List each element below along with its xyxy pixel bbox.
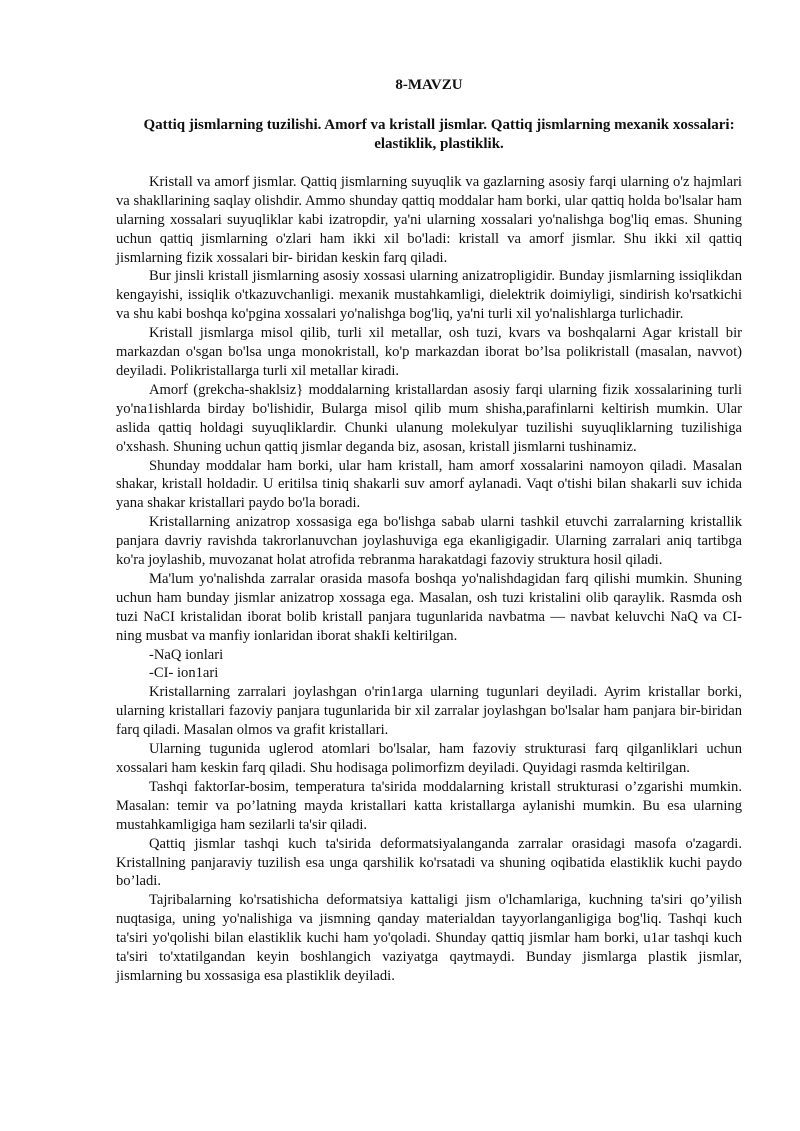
- paragraph: Kristall jismlarga misol qilib, turli xil metallar, osh tuzi, kvars va boshqalarni Agar kristall bir markazdan o'sgan bo'lsa unga monokristall, ko'p markazdan iborat bo’lsa polikristall (masalan, navvot) deyiladi. Polikristallarga turli xil metallar kiradi.: [116, 325, 742, 379]
- paragraph: Tashqi faktorIar-bosim, temperatura ta'sirida moddalarning kristall strukturasi o’zgarishi mumkin. Masalan: temir va po’latning mayda kristallari katta kristallarga aylanishi mumkin. Bu esa ularning mustahkamligiga ham sezilarli ta'sir qiladi.: [116, 778, 742, 833]
- paragraph: Shunday moddalar ham borki, ular ham kristall, ham amorf xossalarini namoyon qiladi. Masalan shakar, kristall holdadir. U eritilsa tiniq shakarli suv amorf aylanadi. Vaqt o'tishi bilan shakarli suv ichida yana shakar kristallari paydo bo'la boradi.: [116, 457, 742, 512]
- paragraph: Amorf (grekcha-shaklsiz} moddalarning kristallardan asosiy farqi ularning fizik xossalarining turli yo'na1ishlarda birday bo'lishidir, Bularga misol qilib mum shisha,parafinlarni keltirish mumkin. Ular aslida qattiq holdagi suyuqliklardir. Chunki ulanung molekulyar tuzilishi suyuqliklarning tuzilishiga o'xshash. Shuning uchun qattiq jismlar deganda biz, asosan, kristall jismlarni tushinamiz.: [116, 381, 742, 455]
- paragraph: Ularning tugunida uglerod atomlari bo'lsalar, ham fazoviy strukturasi farq qilganliklari uchun xossalari ham keskin farq qiladi. Shu hodisaga polimorfizm deyiladi. Quyidagi rasmda keltirilgan.: [116, 741, 742, 776]
- paragraph: Kristallarning anizatrop xossasiga ega bo'lishga sabab ularni tashkil etuvchi zarralarning kristallik panjara davriy ravishda takrorlanuvchan joylashuviga ega ekanligigadir. Ularning zarralari aniq tartibga ko'ra joylashib, muvozanat holat atrofida тebranma harakatdagi fazoviy struktura hosil qiladi.: [116, 514, 742, 569]
- paragraph: Tajribalarning ko'rsatishicha deformatsiya kattaligi jism o'lchamlariga, kuchning ta'siri qo’yilish nuqtasiga, uning yo'nalishiga va jismning qanday materialdan tayyorlanganligiga bog'liq. Tashqi kuch ta'siri yo'qolishi bilan elastiklik kuchi ham yo'qoladi. Shunday qattiq jismlar ham borki, u1ar tashqi kuch ta'siri to'xtatilgandan keyin boshlangich vaziyatga qaytmaydi. Bunday jismlarga plastik jismlar, jismlarning bu xossasiga esa plastiklik deyiladi.: [116, 892, 742, 984]
- page-heading: 8-MAVZU: [395, 77, 463, 93]
- document-subtitle: Qattiq jismlarning tuzilishi. Amorf va kristall jismlar. Qattiq jismlarning mexanik xossalari: elastiklik, plastiklik.: [143, 116, 735, 152]
- list-item: -CI- ion1ari: [149, 665, 219, 682]
- document-page: [116, 76, 742, 986]
- paragraph: Kristallarning zarralari joylashgan o'rin1arga ularning tugunlari deyiladi. Ayrim kristallar borki, ularning kristallari fazoviy panjara tugunlarida bir xil zarralar joylashgan bo'lsalar ham panjara bir-biridan farq qiladi. Masalan olmos va grafit kristallari.: [116, 684, 742, 739]
- list-item: -NaQ ionlari: [149, 646, 224, 663]
- paragraph: Ma'lum yo'nalishda zarralar orasida masofa boshqa yo'nalishdagidan farq qilishi mumkin. Shuning uchun ham bunday jismlar anizatrop xossaga ega. Masalan, osh tuzi kristalini olib qaraylik. Rasmda osh tuzi NaCI kristalidan iborat bolib kristall panjara tugunlarida navbatma — navbat keluvchi NaQ va CI- ning musbat va manfiy ionlaridan iborat shakIi keltirilgan.: [116, 570, 742, 644]
- paragraph: Kristall va amorf jismlar. Qattiq jismlarning suyuqlik va gazlarning asosiy farqi ularning o'z hajmlari va shakllarining saqlay olishdir. Ammo shunday qattiq moddalar ham borki, ular qattiq holda bo'lsalar ham ularning xossalari suyuqliklar kabi izatropdir, ya'ni ularning xossalari yo'nalishga bog'liq emas. Shuning uchun qattiq jismlarning o'zlari ham ikki xil bo'ladi: kristall va amorf jismlar. Shu ikki xil qattiq jismlarning fizik xossalari bir- biridan keskin farq qiladi.: [116, 173, 742, 266]
- paragraph: Qattiq jismlar tashqi kuch ta'sirida deformatsiyalanganda zarralar orasidagi masofa o'zagardi. Kristallning panjaraviy tuzilish esa unga qarshilik ko'rsatadi va shuning oqibatida elastiklik kuchi paydo bo’ladi.: [116, 835, 742, 890]
- paragraph: Bur jinsli kristall jismlarning asosiy xossasi ularning anizatropligidir. Bunday jismlarning issiqlikdan kengayishi, issiqlik o'tkazuvchanligi. mexanik mustahkamligi, dielektrik doimiyligi, sindirish ko'rsatkichi va shu kabi boshqa ko'pgina xossalari yo'nalishga bog'liq, ya'ni turli xil yo'nalishlarga turlichadir.: [116, 268, 742, 323]
